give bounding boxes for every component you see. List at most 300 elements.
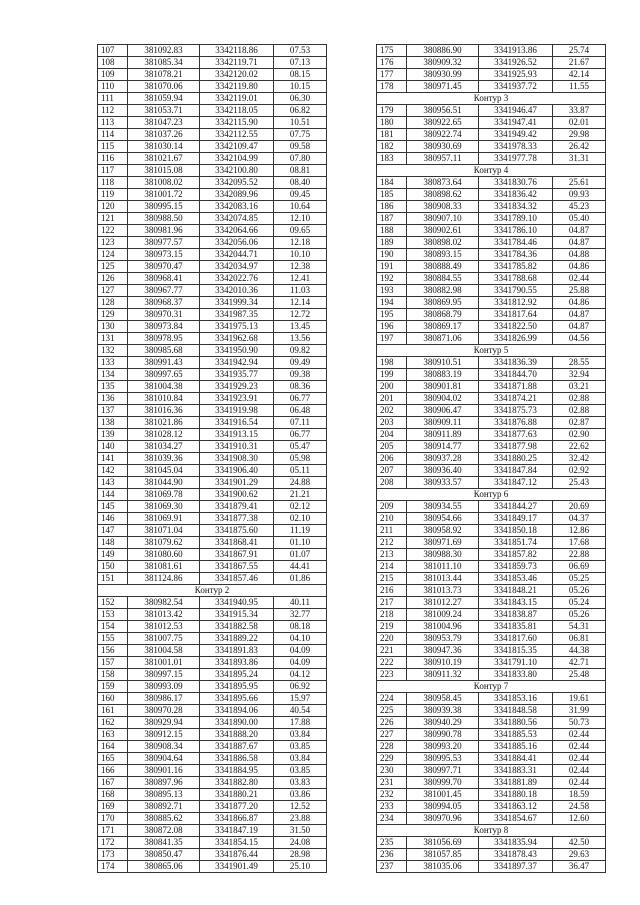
y-coordinate-cell: 3341826.99	[479, 333, 553, 345]
distance-cell: 25.61	[553, 177, 606, 189]
distance-cell: 28.98	[274, 849, 327, 861]
y-coordinate-cell: 3341884.95	[200, 765, 274, 777]
point-number-cell: 176	[377, 57, 407, 69]
y-coordinate-cell: 3341977.78	[479, 153, 553, 165]
x-coordinate-cell: 380970.47	[128, 261, 200, 273]
distance-cell: 26.42	[553, 141, 606, 153]
x-coordinate-cell: 381078.21	[128, 69, 200, 81]
distance-cell: 25.74	[553, 45, 606, 57]
point-number-cell: 221	[377, 645, 407, 657]
distance-cell: 32.42	[553, 453, 606, 465]
x-coordinate-cell: 380997.71	[407, 765, 479, 777]
table-row	[377, 705, 606, 717]
y-coordinate-cell: 3341900.62	[200, 489, 274, 501]
point-number-cell: 232	[377, 789, 407, 801]
table-row	[377, 729, 606, 741]
table-row	[377, 309, 606, 321]
point-number-cell: 185	[377, 189, 407, 201]
y-coordinate-cell: 3341857.46	[200, 573, 274, 585]
table-row	[377, 633, 606, 645]
table-row	[98, 477, 327, 489]
y-coordinate-cell: 3341908.30	[200, 453, 274, 465]
y-coordinate-cell: 3341836.42	[479, 189, 553, 201]
point-number-cell: 207	[377, 465, 407, 477]
x-coordinate-cell: 380956.51	[407, 105, 479, 117]
x-coordinate-cell: 380882.98	[407, 285, 479, 297]
coordinates-table-right	[376, 44, 606, 873]
distance-cell: 03.85	[274, 741, 327, 753]
point-number-cell: 154	[98, 621, 128, 633]
x-coordinate-cell: 381030.14	[128, 141, 200, 153]
table-row	[98, 693, 327, 705]
distance-cell: 05.98	[274, 453, 327, 465]
y-coordinate-cell: 3341878.43	[479, 849, 553, 861]
distance-cell: 40.54	[274, 705, 327, 717]
section-label: Контур 6	[377, 489, 606, 501]
x-coordinate-cell: 381069.78	[128, 489, 200, 501]
x-coordinate-cell: 380982.54	[128, 597, 200, 609]
distance-cell: 09.82	[274, 345, 327, 357]
y-coordinate-cell: 3341871.88	[479, 381, 553, 393]
point-number-cell: 156	[98, 645, 128, 657]
x-coordinate-cell: 381045.04	[128, 465, 200, 477]
table-row	[377, 573, 606, 585]
distance-cell: 10.51	[274, 117, 327, 129]
table-row	[98, 621, 327, 633]
table-row	[98, 777, 327, 789]
y-coordinate-cell: 3341877.20	[200, 801, 274, 813]
section-label: Контур 8	[377, 825, 606, 837]
point-number-cell: 219	[377, 621, 407, 633]
y-coordinate-cell: 3341817.60	[479, 633, 553, 645]
section-header-row	[377, 93, 606, 105]
x-coordinate-cell: 380922.65	[407, 117, 479, 129]
table-row	[377, 777, 606, 789]
x-coordinate-cell: 381037.26	[128, 129, 200, 141]
y-coordinate-cell: 3342100.80	[200, 165, 274, 177]
distance-cell: 42.50	[553, 837, 606, 849]
point-number-cell: 143	[98, 477, 128, 489]
y-coordinate-cell: 3341925.93	[479, 69, 553, 81]
point-number-cell: 194	[377, 297, 407, 309]
point-number-cell: 227	[377, 729, 407, 741]
x-coordinate-cell: 380985.68	[128, 345, 200, 357]
table-row	[377, 609, 606, 621]
x-coordinate-cell: 381059.94	[128, 93, 200, 105]
distance-cell: 04.10	[274, 633, 327, 645]
y-coordinate-cell: 3341915.34	[200, 609, 274, 621]
table-row	[98, 45, 327, 57]
point-number-cell: 196	[377, 321, 407, 333]
x-coordinate-cell: 380850.47	[128, 849, 200, 861]
section-label: Контур 3	[377, 93, 606, 105]
table-row	[377, 237, 606, 249]
y-coordinate-cell: 3341812.92	[479, 297, 553, 309]
y-coordinate-cell: 3341848.21	[479, 585, 553, 597]
x-coordinate-cell: 380934.55	[407, 501, 479, 513]
point-number-cell: 188	[377, 225, 407, 237]
x-coordinate-cell: 381079.62	[128, 537, 200, 549]
y-coordinate-cell: 3341913.86	[479, 45, 553, 57]
x-coordinate-cell: 381010.84	[128, 393, 200, 405]
distance-cell: 21.21	[274, 489, 327, 501]
y-coordinate-cell: 3341875.73	[479, 405, 553, 417]
y-coordinate-cell: 3341843.15	[479, 597, 553, 609]
y-coordinate-cell: 3341847.84	[479, 465, 553, 477]
distance-cell: 02.90	[553, 429, 606, 441]
x-coordinate-cell: 380968.41	[128, 273, 200, 285]
y-coordinate-cell: 3342056.06	[200, 237, 274, 249]
table-row	[98, 165, 327, 177]
point-number-cell: 231	[377, 777, 407, 789]
section-header-row	[377, 345, 606, 357]
point-number-cell: 161	[98, 705, 128, 717]
point-number-cell: 235	[377, 837, 407, 849]
y-coordinate-cell: 3341923.91	[200, 393, 274, 405]
x-coordinate-cell: 381069.30	[128, 501, 200, 513]
table-row	[377, 813, 606, 825]
table-body-left	[98, 45, 327, 873]
x-coordinate-cell: 381124.86	[128, 573, 200, 585]
distance-cell: 06.92	[274, 681, 327, 693]
distance-cell: 02.88	[553, 405, 606, 417]
x-coordinate-cell: 380993.09	[128, 681, 200, 693]
point-number-cell: 158	[98, 669, 128, 681]
point-number-cell: 200	[377, 381, 407, 393]
x-coordinate-cell: 380973.15	[128, 249, 200, 261]
distance-cell: 07.53	[274, 45, 327, 57]
x-coordinate-cell: 380868.79	[407, 309, 479, 321]
y-coordinate-cell: 3341929.23	[200, 381, 274, 393]
table-row	[98, 741, 327, 753]
x-coordinate-cell: 380904.64	[128, 753, 200, 765]
x-coordinate-cell: 381057.85	[407, 849, 479, 861]
point-number-cell: 217	[377, 597, 407, 609]
point-number-cell: 236	[377, 849, 407, 861]
x-coordinate-cell: 380954.66	[407, 513, 479, 525]
distance-cell: 02.12	[274, 501, 327, 513]
point-number-cell: 145	[98, 501, 128, 513]
point-number-cell: 228	[377, 741, 407, 753]
table-row	[98, 837, 327, 849]
distance-cell: 18.59	[553, 789, 606, 801]
table-row	[377, 477, 606, 489]
table-row	[377, 393, 606, 405]
x-coordinate-cell: 381013.73	[407, 585, 479, 597]
distance-cell: 05.47	[274, 441, 327, 453]
point-number-cell: 117	[98, 165, 128, 177]
table-row	[377, 453, 606, 465]
point-number-cell: 224	[377, 693, 407, 705]
table-row	[377, 285, 606, 297]
point-number-cell: 222	[377, 657, 407, 669]
table-row	[98, 729, 327, 741]
distance-cell: 20.69	[553, 501, 606, 513]
y-coordinate-cell: 3342119.01	[200, 93, 274, 105]
point-number-cell: 191	[377, 261, 407, 273]
distance-cell: 45.23	[553, 201, 606, 213]
x-coordinate-cell: 381001.72	[128, 189, 200, 201]
table-row	[98, 57, 327, 69]
table-row	[98, 633, 327, 645]
table-row	[377, 297, 606, 309]
point-number-cell: 155	[98, 633, 128, 645]
point-number-cell: 216	[377, 585, 407, 597]
distance-cell: 17.68	[553, 537, 606, 549]
table-row	[377, 621, 606, 633]
distance-cell: 09.58	[274, 141, 327, 153]
y-coordinate-cell: 3341833.80	[479, 669, 553, 681]
table-row	[377, 561, 606, 573]
table-row	[377, 405, 606, 417]
x-coordinate-cell: 380953.79	[407, 633, 479, 645]
x-coordinate-cell: 380971.45	[407, 81, 479, 93]
x-coordinate-cell: 380947.36	[407, 645, 479, 657]
point-number-cell: 192	[377, 273, 407, 285]
table-row	[98, 513, 327, 525]
table-row	[377, 249, 606, 261]
distance-cell: 07.75	[274, 129, 327, 141]
distance-cell: 03.21	[553, 381, 606, 393]
table-row	[377, 81, 606, 93]
point-number-cell: 171	[98, 825, 128, 837]
distance-cell: 04.86	[553, 261, 606, 273]
y-coordinate-cell: 3341788.68	[479, 273, 553, 285]
table-row	[98, 249, 327, 261]
point-number-cell: 153	[98, 609, 128, 621]
table-row	[377, 57, 606, 69]
distance-cell: 09.93	[553, 189, 606, 201]
point-number-cell: 138	[98, 417, 128, 429]
distance-cell: 36.47	[553, 861, 606, 873]
distance-cell: 09.38	[274, 369, 327, 381]
point-number-cell: 181	[377, 129, 407, 141]
distance-cell: 12.18	[274, 237, 327, 249]
table-row	[377, 441, 606, 453]
point-number-cell: 223	[377, 669, 407, 681]
x-coordinate-cell: 381001.01	[128, 657, 200, 669]
y-coordinate-cell: 3341895.66	[200, 693, 274, 705]
table-row	[98, 573, 327, 585]
section-header-row	[377, 165, 606, 177]
y-coordinate-cell: 3341789.10	[479, 213, 553, 225]
point-number-cell: 147	[98, 525, 128, 537]
distance-cell: 05.25	[553, 573, 606, 585]
point-number-cell: 193	[377, 285, 407, 297]
table-row	[377, 225, 606, 237]
x-coordinate-cell: 380988.30	[407, 549, 479, 561]
distance-cell: 24.88	[274, 477, 327, 489]
table-row	[377, 837, 606, 849]
distance-cell: 04.12	[274, 669, 327, 681]
section-label: Контур 5	[377, 345, 606, 357]
table-row	[98, 813, 327, 825]
point-number-cell: 116	[98, 153, 128, 165]
distance-cell: 05.24	[553, 597, 606, 609]
y-coordinate-cell: 3341853.16	[479, 693, 553, 705]
table-row	[98, 129, 327, 141]
y-coordinate-cell: 3342010.36	[200, 285, 274, 297]
y-coordinate-cell: 3341844.27	[479, 501, 553, 513]
point-number-cell: 205	[377, 441, 407, 453]
y-coordinate-cell: 3341935.77	[200, 369, 274, 381]
y-coordinate-cell: 3342120.02	[200, 69, 274, 81]
table-row	[98, 417, 327, 429]
distance-cell: 02.44	[553, 273, 606, 285]
distance-cell: 04.87	[553, 225, 606, 237]
distance-cell: 03.86	[274, 789, 327, 801]
point-number-cell: 203	[377, 417, 407, 429]
x-coordinate-cell: 380957.11	[407, 153, 479, 165]
y-coordinate-cell: 3341946.47	[479, 105, 553, 117]
table-row	[377, 201, 606, 213]
table-row	[377, 465, 606, 477]
point-number-cell: 136	[98, 393, 128, 405]
x-coordinate-cell: 380909.11	[407, 417, 479, 429]
table-row	[377, 741, 606, 753]
table-row	[377, 765, 606, 777]
distance-cell: 04.37	[553, 513, 606, 525]
x-coordinate-cell: 381011.10	[407, 561, 479, 573]
distance-cell: 44.38	[553, 645, 606, 657]
point-number-cell: 184	[377, 177, 407, 189]
point-number-cell: 157	[98, 657, 128, 669]
distance-cell: 13.45	[274, 321, 327, 333]
table-row	[98, 321, 327, 333]
table-row	[377, 669, 606, 681]
point-number-cell: 168	[98, 789, 128, 801]
table-row	[377, 189, 606, 201]
x-coordinate-cell: 380897.96	[128, 777, 200, 789]
x-coordinate-cell: 380893.15	[407, 249, 479, 261]
distance-cell: 06.69	[553, 561, 606, 573]
x-coordinate-cell: 380995.53	[407, 753, 479, 765]
x-coordinate-cell: 381034.27	[128, 441, 200, 453]
distance-cell: 31.50	[274, 825, 327, 837]
x-coordinate-cell: 380997.15	[128, 669, 200, 681]
point-number-cell: 160	[98, 693, 128, 705]
table-row	[98, 501, 327, 513]
point-number-cell: 182	[377, 141, 407, 153]
y-coordinate-cell: 3341876.44	[200, 849, 274, 861]
y-coordinate-cell: 3341877.98	[479, 441, 553, 453]
x-coordinate-cell: 380898.02	[407, 237, 479, 249]
x-coordinate-cell: 381012.53	[128, 621, 200, 633]
point-number-cell: 237	[377, 861, 407, 873]
x-coordinate-cell: 380933.57	[407, 477, 479, 489]
y-coordinate-cell: 3341867.91	[200, 549, 274, 561]
point-number-cell: 199	[377, 369, 407, 381]
distance-cell: 06.81	[553, 633, 606, 645]
point-number-cell: 119	[98, 189, 128, 201]
section-label: Контур 2	[98, 585, 327, 597]
point-number-cell: 179	[377, 105, 407, 117]
point-number-cell: 226	[377, 717, 407, 729]
y-coordinate-cell: 3341834.32	[479, 201, 553, 213]
point-number-cell: 165	[98, 753, 128, 765]
section-header-row	[377, 489, 606, 501]
point-number-cell: 123	[98, 237, 128, 249]
point-number-cell: 233	[377, 801, 407, 813]
table-row	[377, 141, 606, 153]
x-coordinate-cell: 381016.36	[128, 405, 200, 417]
y-coordinate-cell: 3341978.33	[479, 141, 553, 153]
point-number-cell: 126	[98, 273, 128, 285]
table-row	[98, 117, 327, 129]
x-coordinate-cell: 381004.38	[128, 381, 200, 393]
table-row	[377, 657, 606, 669]
distance-cell: 04.87	[553, 309, 606, 321]
table-row	[98, 801, 327, 813]
point-number-cell: 211	[377, 525, 407, 537]
table-row	[98, 465, 327, 477]
point-number-cell: 122	[98, 225, 128, 237]
x-coordinate-cell: 380841.35	[128, 837, 200, 849]
table-row	[98, 81, 327, 93]
point-number-cell: 230	[377, 765, 407, 777]
table-row	[377, 645, 606, 657]
y-coordinate-cell: 3342083.16	[200, 201, 274, 213]
x-coordinate-cell: 380912.15	[128, 729, 200, 741]
y-coordinate-cell: 3341850.18	[479, 525, 553, 537]
x-coordinate-cell: 381070.06	[128, 81, 200, 93]
x-coordinate-cell: 380988.50	[128, 213, 200, 225]
x-coordinate-cell: 380869.95	[407, 297, 479, 309]
table-row	[377, 693, 606, 705]
point-number-cell: 162	[98, 717, 128, 729]
table-row	[98, 309, 327, 321]
x-coordinate-cell: 380898.62	[407, 189, 479, 201]
table-row	[377, 525, 606, 537]
point-number-cell: 152	[98, 597, 128, 609]
point-number-cell: 209	[377, 501, 407, 513]
y-coordinate-cell: 3342118.05	[200, 105, 274, 117]
distance-cell: 01.07	[274, 549, 327, 561]
y-coordinate-cell: 3341999.34	[200, 297, 274, 309]
distance-cell: 42.14	[553, 69, 606, 81]
table-row	[377, 213, 606, 225]
y-coordinate-cell: 3341830.76	[479, 177, 553, 189]
point-number-cell: 195	[377, 309, 407, 321]
x-coordinate-cell: 380929.94	[128, 717, 200, 729]
distance-cell: 12.72	[274, 309, 327, 321]
x-coordinate-cell: 381021.86	[128, 417, 200, 429]
x-coordinate-cell: 381004.58	[128, 645, 200, 657]
x-coordinate-cell: 380970.96	[407, 813, 479, 825]
distance-cell: 32.77	[274, 609, 327, 621]
y-coordinate-cell: 3341874.21	[479, 393, 553, 405]
y-coordinate-cell: 3341863.12	[479, 801, 553, 813]
point-number-cell: 218	[377, 609, 407, 621]
point-number-cell: 229	[377, 753, 407, 765]
x-coordinate-cell: 380901.16	[128, 765, 200, 777]
x-coordinate-cell: 381028.12	[128, 429, 200, 441]
distance-cell: 08.15	[274, 69, 327, 81]
x-coordinate-cell: 380990.78	[407, 729, 479, 741]
y-coordinate-cell: 3341890.00	[200, 717, 274, 729]
y-coordinate-cell: 3341901.49	[200, 861, 274, 873]
point-number-cell: 108	[98, 57, 128, 69]
distance-cell: 15.97	[274, 693, 327, 705]
y-coordinate-cell: 3341879.41	[200, 501, 274, 513]
point-number-cell: 202	[377, 405, 407, 417]
point-number-cell: 118	[98, 177, 128, 189]
point-number-cell: 113	[98, 117, 128, 129]
y-coordinate-cell: 3342022.76	[200, 273, 274, 285]
y-coordinate-cell: 3341910.31	[200, 441, 274, 453]
point-number-cell: 150	[98, 561, 128, 573]
distance-cell: 23.88	[274, 813, 327, 825]
